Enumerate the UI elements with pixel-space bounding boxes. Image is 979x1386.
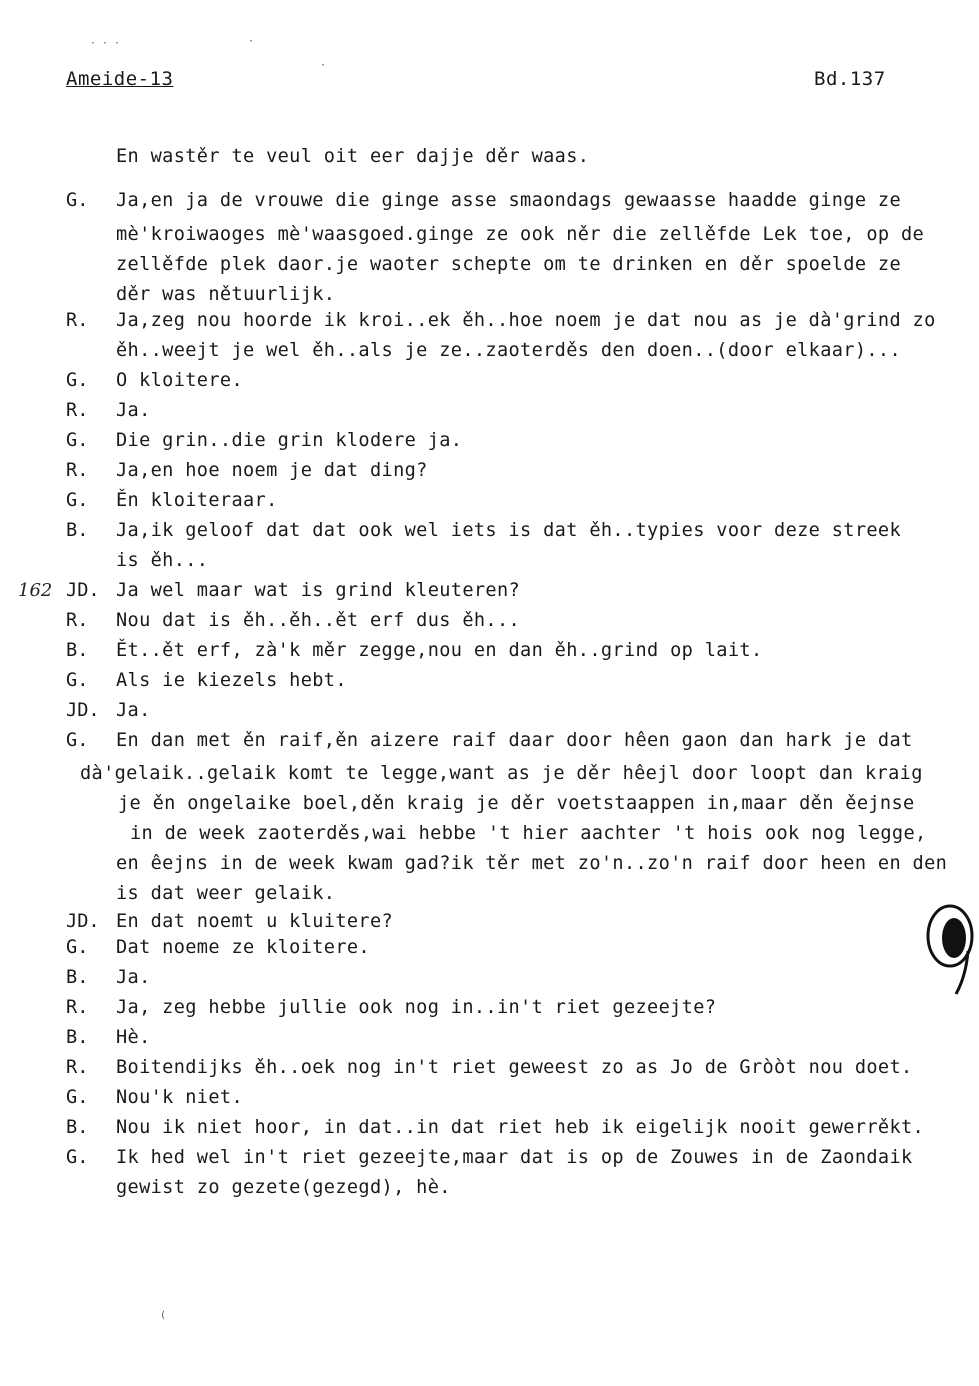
- speaker-label: G.: [66, 490, 89, 511]
- speaker-label: G.: [66, 1147, 89, 1168]
- dialogue-line: En wastěr te veul oit eer dajje děr waas.: [116, 146, 590, 167]
- dialogue-line: Boitendijks ěh..oek nog in't riet geweest zo as Jo de Gròòt nou doet.: [116, 1057, 913, 1078]
- dialogue-line: Hè.: [116, 1027, 151, 1048]
- dialogue-line: Ja.: [116, 400, 151, 421]
- speaker-label: R.: [66, 610, 89, 631]
- speaker-label: B.: [66, 520, 89, 541]
- speaker-label: G.: [66, 430, 89, 451]
- dialogue-line: En dan met ěn raif,ěn aizere raif daar door hêen gaon dan hark je dat: [116, 730, 913, 751]
- dialogue-line: Ja, zeg hebbe jullie ook nog in..in't riet gezeejte?: [116, 997, 717, 1018]
- scan-speck: ·: [248, 36, 255, 47]
- speaker-label: G.: [66, 937, 89, 958]
- speaker-label: B.: [66, 640, 89, 661]
- dialogue-line: Ja,zeg nou hoorde ik kroi..ek ěh..hoe noem je dat nou as je dà'grind zo: [116, 310, 936, 331]
- speaker-label: R.: [66, 400, 89, 421]
- scan-speck: · · ·: [90, 38, 121, 49]
- document-id-text: Ameide-13: [66, 68, 174, 90]
- dialogue-line: Nou dat is ěh..ěh..ět erf dus ěh...: [116, 610, 521, 631]
- dialogue-line: En dat noemt u kluitere?: [116, 911, 394, 932]
- speaker-label: R.: [66, 1057, 89, 1078]
- dialogue-line: is dat weer gelaik.: [116, 883, 336, 904]
- dialogue-line: gewist zo gezete(gezegd), hè.: [116, 1177, 451, 1198]
- speaker-label: JD.: [66, 911, 100, 932]
- speaker-label: JD.: [66, 700, 100, 721]
- dialogue-line: Ja.: [116, 700, 151, 721]
- dialogue-line: Ěn kloiteraar.: [116, 490, 278, 511]
- dialogue-line: mè'kroiwaoges mè'waasgoed.ginge ze ook něr die zellěfde Lek toe, op de: [116, 224, 925, 245]
- scan-speck: (: [160, 1310, 167, 1321]
- handwritten-mark-icon: [918, 896, 978, 996]
- speaker-label: G.: [66, 730, 89, 751]
- speaker-label: R.: [66, 460, 89, 481]
- dialogue-line: O kloitere.: [116, 370, 243, 391]
- speaker-label: G.: [66, 1087, 89, 1108]
- speaker-label: R.: [66, 997, 89, 1018]
- dialogue-line: Als ie kiezels hebt.: [116, 670, 347, 691]
- dialogue-line: Ik hed wel in't riet gezeejte,maar dat is op de Zouwes in de Zaondaik: [116, 1147, 913, 1168]
- speaker-label: G.: [66, 670, 89, 691]
- dialogue-line: Ja,en ja de vrouwe die ginge asse smaondags gewaasse haadde ginge ze: [116, 190, 902, 211]
- scan-speck: ·: [320, 60, 327, 71]
- dialogue-line: Ja,en hoe noem je dat ding?: [116, 460, 428, 481]
- speaker-label: B.: [66, 967, 89, 988]
- dialogue-line: Ja wel maar wat is grind kleuteren?: [116, 580, 521, 601]
- dialogue-line: zellěfde plek daor.je waoter schepte om te drinken en děr spoelde ze: [116, 254, 902, 275]
- dialogue-line: Ja,ik geloof dat dat ook wel iets is dat ěh..typies voor deze streek: [116, 520, 902, 541]
- dialogue-line: dà'gelaik..gelaik komt te legge,want as je děr hêejl door loopt dan kraig: [80, 763, 923, 784]
- dialogue-line: is ěh...: [116, 550, 209, 571]
- dialogue-line: Nou ik niet hoor, in dat..in dat riet heb ik eigelijk nooit gewerrěkt.: [116, 1117, 925, 1138]
- tape-number: Bd.137: [814, 68, 886, 90]
- speaker-label: R.: [66, 310, 89, 331]
- dialogue-line: Nou'k niet.: [116, 1087, 243, 1108]
- dialogue-line: en êejns in de week kwam gad?ik těr met zo'n..zo'n raif door heen en den: [116, 853, 948, 874]
- dialogue-line: Ja.: [116, 967, 151, 988]
- dialogue-line: Die grin..die grin klodere ja.: [116, 430, 463, 451]
- dialogue-line: je ěn ongelaike boel,děn kraig je děr voetstaappen in,maar děn ěejnse: [118, 793, 915, 814]
- speaker-label: JD.: [66, 580, 100, 601]
- dialogue-line: Ět..ět erf, zà'k měr zegge,nou en dan ěh..grind op lait.: [116, 640, 763, 661]
- speaker-label: G.: [66, 370, 89, 391]
- speaker-label: B.: [66, 1027, 89, 1048]
- dialogue-line: Dat noeme ze kloitere.: [116, 937, 370, 958]
- speaker-label: B.: [66, 1117, 89, 1138]
- margin-counter-note: 162: [18, 580, 53, 601]
- dialogue-line: in de week zaoterděs,wai hebbe 't hier aachter 't hois ook nog legge,: [130, 823, 927, 844]
- dialogue-line: děr was nětuurlijk.: [116, 284, 336, 305]
- speaker-label: G.: [66, 190, 89, 211]
- dialogue-line: ěh..weejt je wel ěh..als je ze..zaoterděs den doen..(door elkaar)...: [116, 340, 902, 361]
- document-id: [66, 68, 173, 90]
